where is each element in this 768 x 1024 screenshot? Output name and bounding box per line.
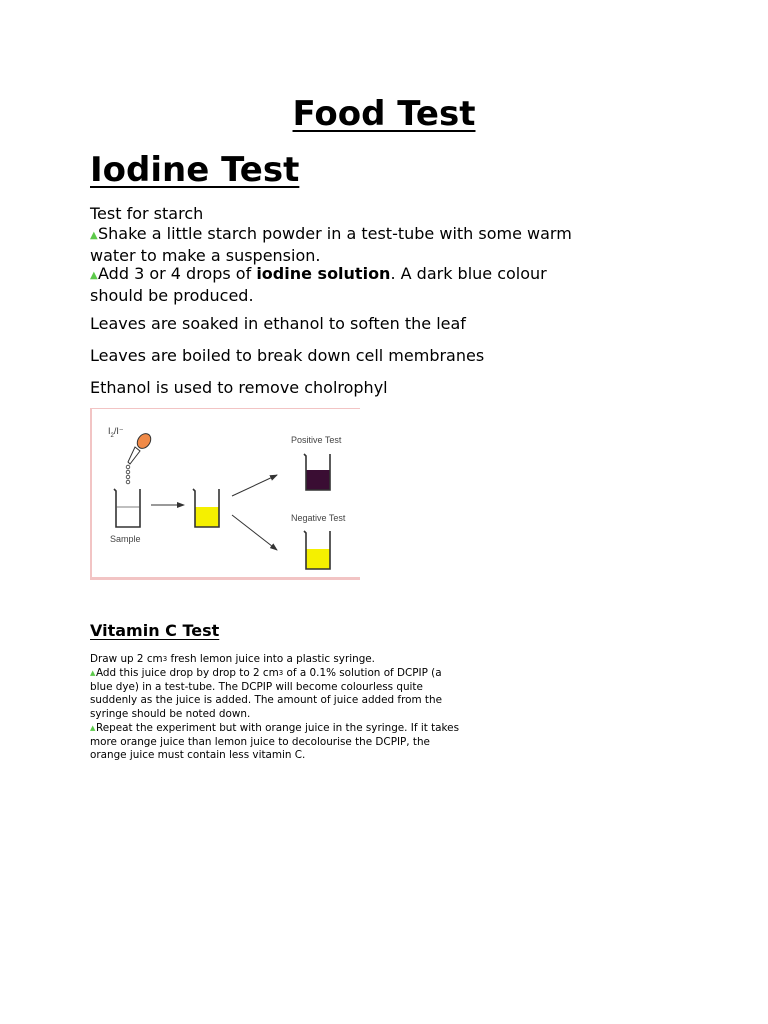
diagram-svg: [91, 409, 361, 581]
arrow-icon: [232, 515, 277, 550]
vitamin-c-step-1-prefix: Add this juice drop by drop to 2 cm: [96, 667, 279, 679]
arrow-icon: [232, 475, 277, 496]
yellow-beaker-icon: [193, 489, 219, 527]
sample-label: Sample: [110, 534, 141, 544]
iodine-step-2-prefix: Add 3 or 4 drops of: [98, 264, 257, 283]
sample-beaker-icon: [114, 489, 140, 527]
vitamin-c-line-1-prefix: Draw up 2 cm: [90, 653, 163, 665]
iodine-step-1: [90, 224, 590, 266]
green-up-arrow-icon: ▲: [90, 724, 96, 732]
page-title: Food Test: [292, 94, 476, 134]
superscript-3: 3: [278, 669, 284, 677]
negative-test-label: Negative Test: [291, 513, 346, 523]
vitamin-c-line-1-suffix: fresh lemon juice into a plastic syringe.: [167, 653, 375, 665]
vitamin-c-line-1: [90, 653, 460, 667]
reagent-label: $I_2/I^-$: [108, 426, 124, 439]
iodine-test-heading: Iodine Test: [90, 150, 300, 190]
vitamin-c-step-2-text: Repeat the experiment but with orange juice in the syringe. If it takes more orange juice than lemon juice to decolourise the DCPIP, the orange juice must contain less vitamin C.: [90, 722, 459, 762]
iodine-test-diagram: [90, 408, 360, 580]
starch-subheading: Test for starch: [90, 204, 204, 223]
negative-beaker-icon: [304, 531, 330, 569]
green-up-arrow-icon: ▲: [90, 669, 96, 677]
dropper-icon: [126, 431, 153, 484]
paragraph-chlorophyll: Ethanol is used to remove cholrophyl: [90, 378, 388, 397]
vitamin-c-step-2: [90, 722, 460, 763]
iodine-step-1-text: Shake a little starch powder in a test-tube with some warm water to make a suspension.: [90, 224, 572, 265]
positive-test-label: Positive Test: [291, 435, 342, 445]
paragraph-boiled: Leaves are boiled to break down cell membranes: [90, 346, 485, 365]
vitamin-c-step-1: [90, 667, 460, 722]
positive-beaker-icon: [304, 454, 330, 490]
green-up-arrow-icon: ▲: [90, 270, 98, 281]
iodine-step-2-suffix: . A dark blue colour should be produced.: [90, 264, 547, 305]
green-up-arrow-icon: ▲: [90, 230, 98, 241]
iodine-solution-bold: iodine solution: [256, 264, 391, 283]
superscript-3: 3: [162, 655, 168, 663]
paragraph-ethanol-soak: Leaves are soaked in ethanol to soften the leaf: [90, 314, 466, 333]
iodine-step-2: [90, 264, 590, 306]
vitamin-c-step-1-suffix: of a 0.1% solution of DCPIP (a blue dye) in a test-tube. The DCPIP will become colourless quite suddenly as the juice is added. The amount of juice added from the syringe should be noted down.: [90, 667, 442, 721]
vitamin-c-heading: Vitamin C Test: [90, 621, 220, 640]
